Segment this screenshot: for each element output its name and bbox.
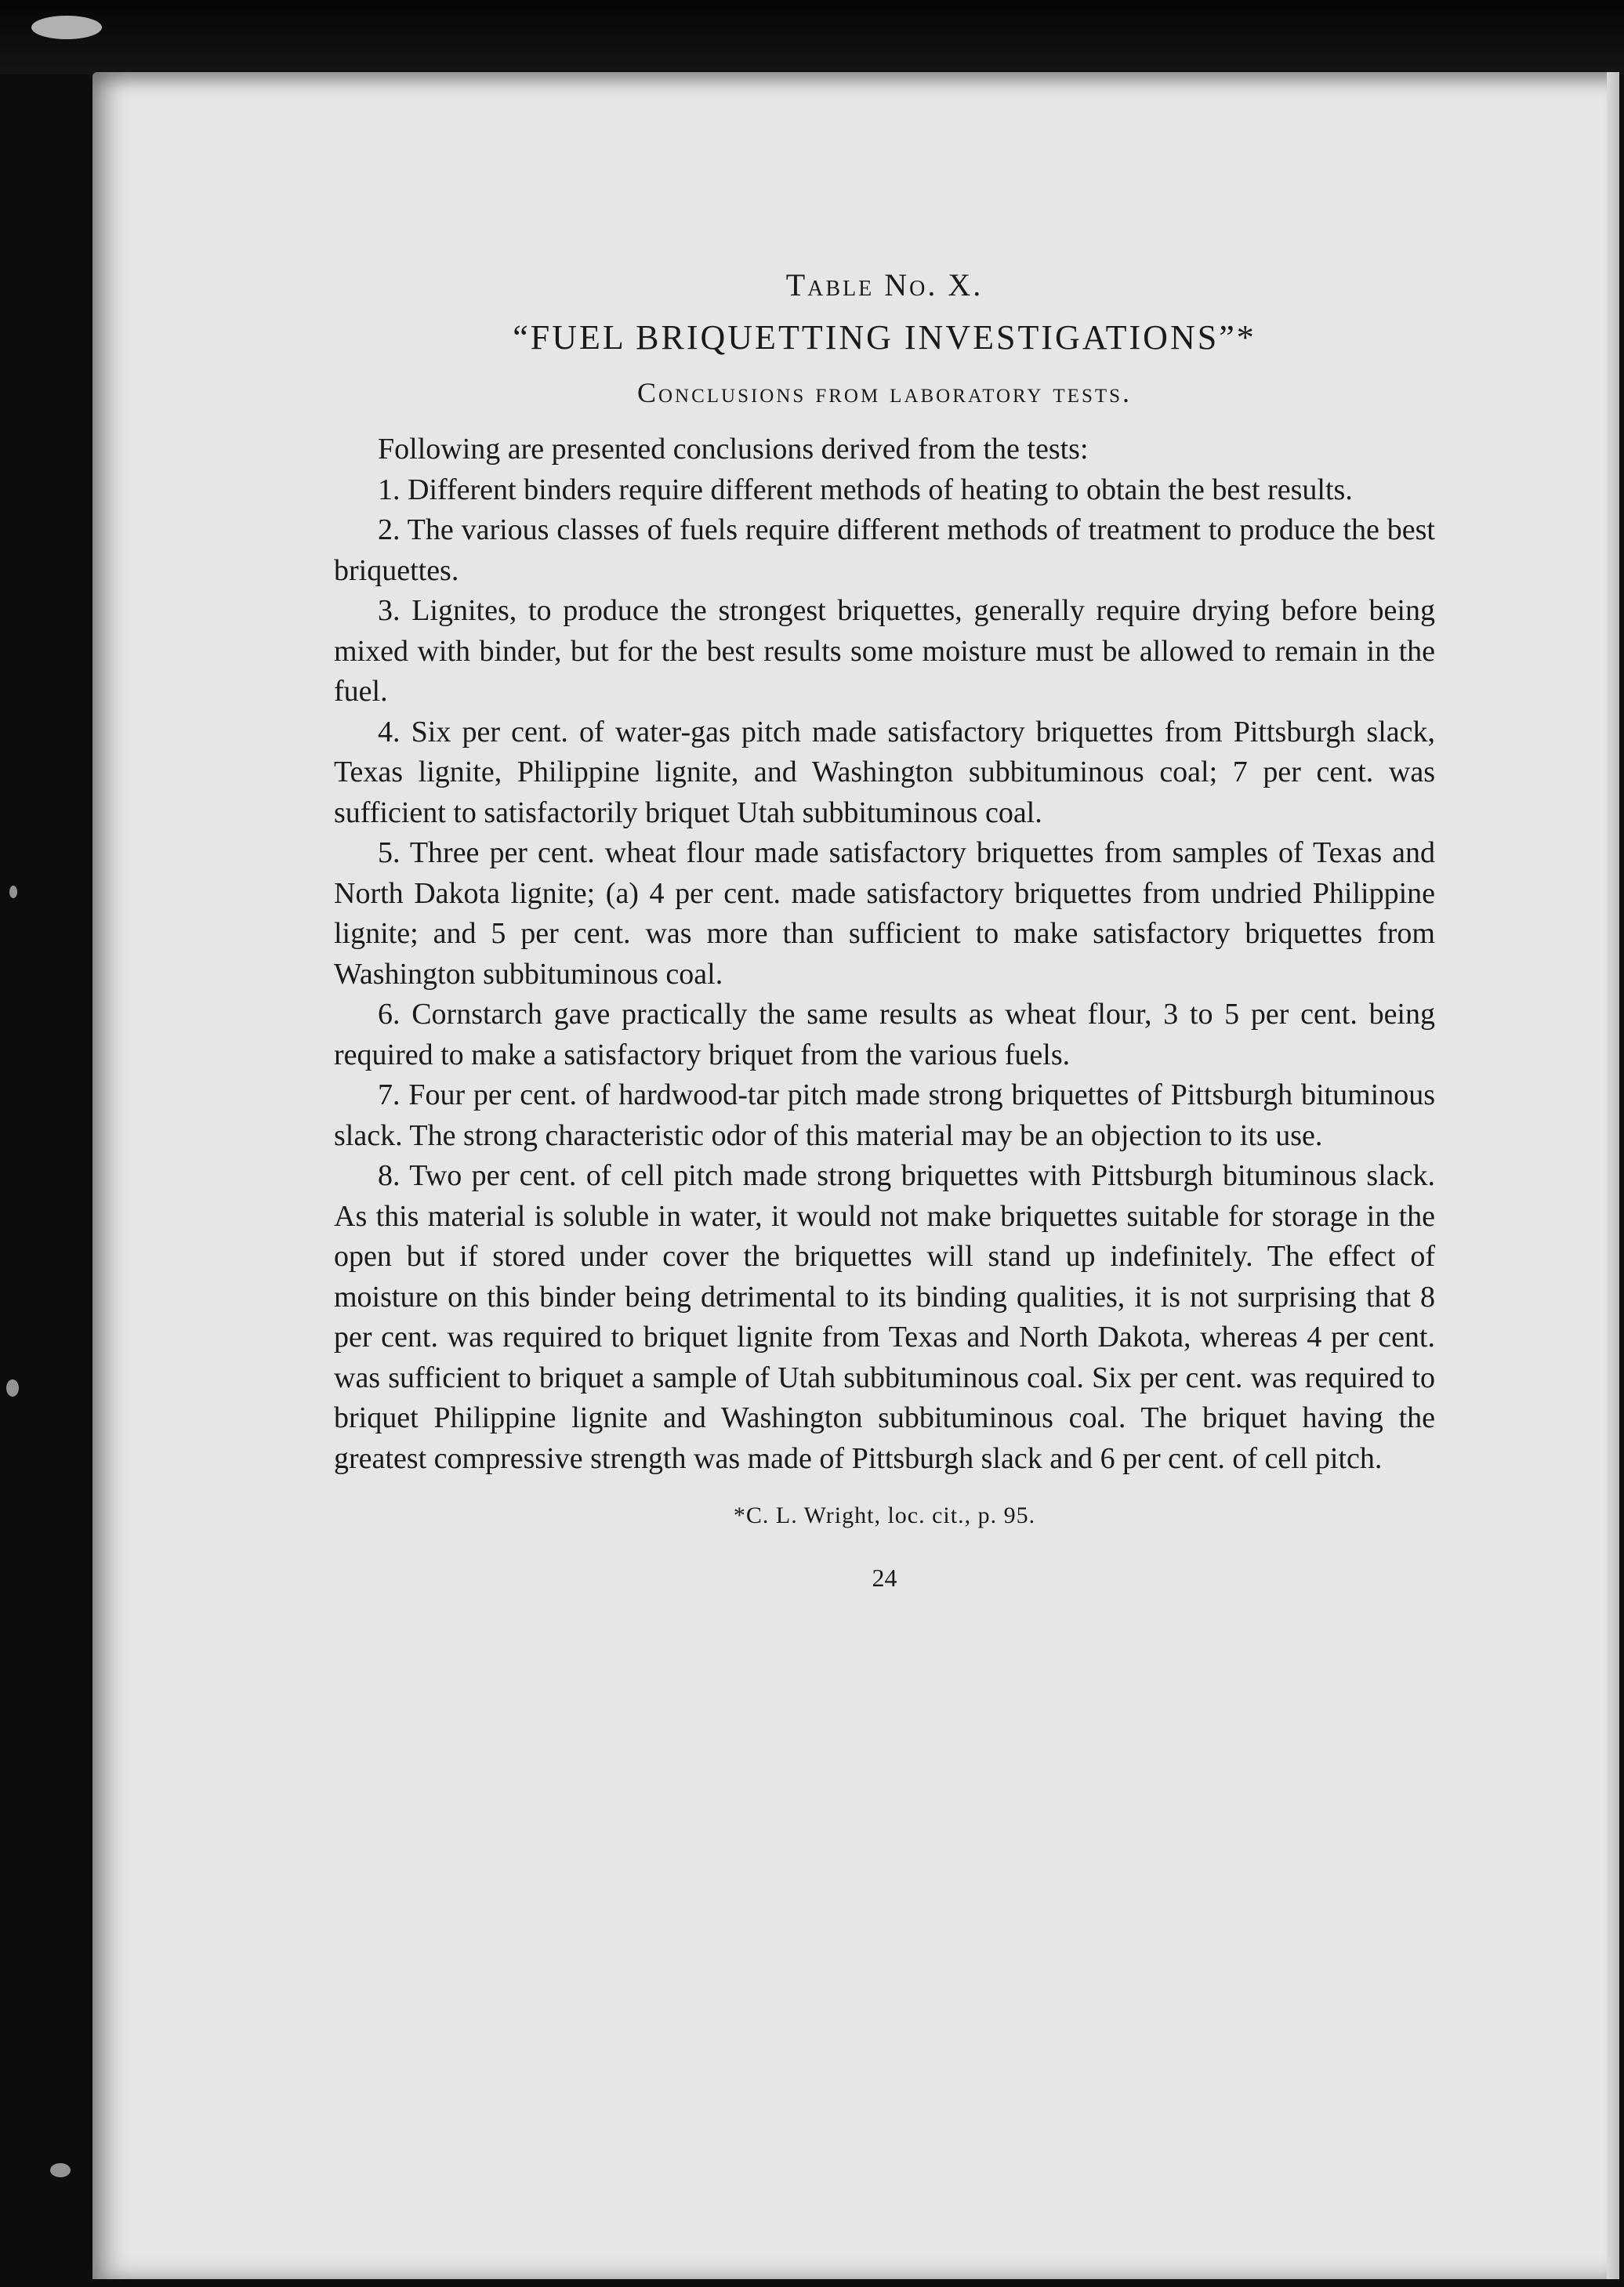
footnote: *C. L. Wright, loc. cit., p. 95.	[733, 1502, 1036, 1528]
scan-speck	[9, 886, 17, 898]
conclusion-3: 3. Lignites, to produce the strongest briquettes, generally require drying before being mixed with binder, but for the best results some moisture must be allowed to remain in the fuel.	[334, 594, 1435, 708]
scan-border-top	[0, 0, 1624, 74]
page-subtitle: Conclusions from laboratory tests.	[636, 377, 1133, 408]
intro-paragraph: Following are presented conclusions derived from the tests:	[378, 433, 1089, 466]
page-title: “FUEL BRIQUETTING INVESTIGATIONS”*	[513, 318, 1256, 357]
conclusion-6: 6. Cornstarch gave practically the same results as wheat flour, 3 to 5 per cent. being required to make a satisfactory briquet from the various fuels.	[334, 998, 1435, 1071]
conclusion-8: 8. Two per cent. of cell pitch made strong briquettes with Pittsburgh bituminous slack. As this material is soluble in water, it would not make briquettes suitable for storage in the open but if stored under cover the briquettes will stand up indefinitely. The effect of moisture on this binder being detrimental to its binding qualities, it is not surprising that 8 per cent. was required to briquet lignite from Texas and North Dakota, whereas 4 per cent. was sufficient to briquet a sample of Utah subbituminous coal. Six per cent. was required to briquet Philippine lignite and Washington subbituminous coal. The briquet having the greatest compressive strength was made of Pittsburgh slack and 6 per cent. of cell pitch.	[334, 1159, 1435, 1475]
scan-speck	[31, 16, 102, 39]
conclusion-5: 5. Three per cent. wheat flour made satisfactory briquettes from samples of Texas and North Dakota lignite; (a) 4 per cent. made satisfactory briquettes from undried Philippine lignite; and 5 per cent. was more than sufficient to make satisfactory briquettes from Washington subbituminous coal.	[334, 836, 1435, 991]
conclusion-4: 4. Six per cent. of water-gas pitch made satisfactory briquettes from Pittsburgh slack, Texas lignite, Philippine lignite, and Washington subbituminous coal; 7 per cent. was sufficient to satisfactorily briquet Utah subbituminous coal.	[334, 715, 1435, 829]
scan-speck	[50, 2163, 71, 2177]
page-edge	[1607, 72, 1619, 2279]
page-number: 24	[872, 1564, 897, 1592]
table-label: Table No. X.	[785, 267, 984, 303]
conclusion-7: 7. Four per cent. of hardwood-tar pitch made strong briquettes of Pittsburgh bituminous slack. The strong characteristic odor of this material may be an objection to its use.	[334, 1078, 1435, 1152]
conclusion-1: 1. Different binders require different methods of heating to obtain the best results.	[378, 473, 1353, 506]
conclusion-2: 2. The various classes of fuels require different methods of treatment to produce the best briquettes.	[334, 513, 1435, 587]
scan-speck	[6, 1379, 19, 1397]
document-text	[334, 266, 1435, 1593]
